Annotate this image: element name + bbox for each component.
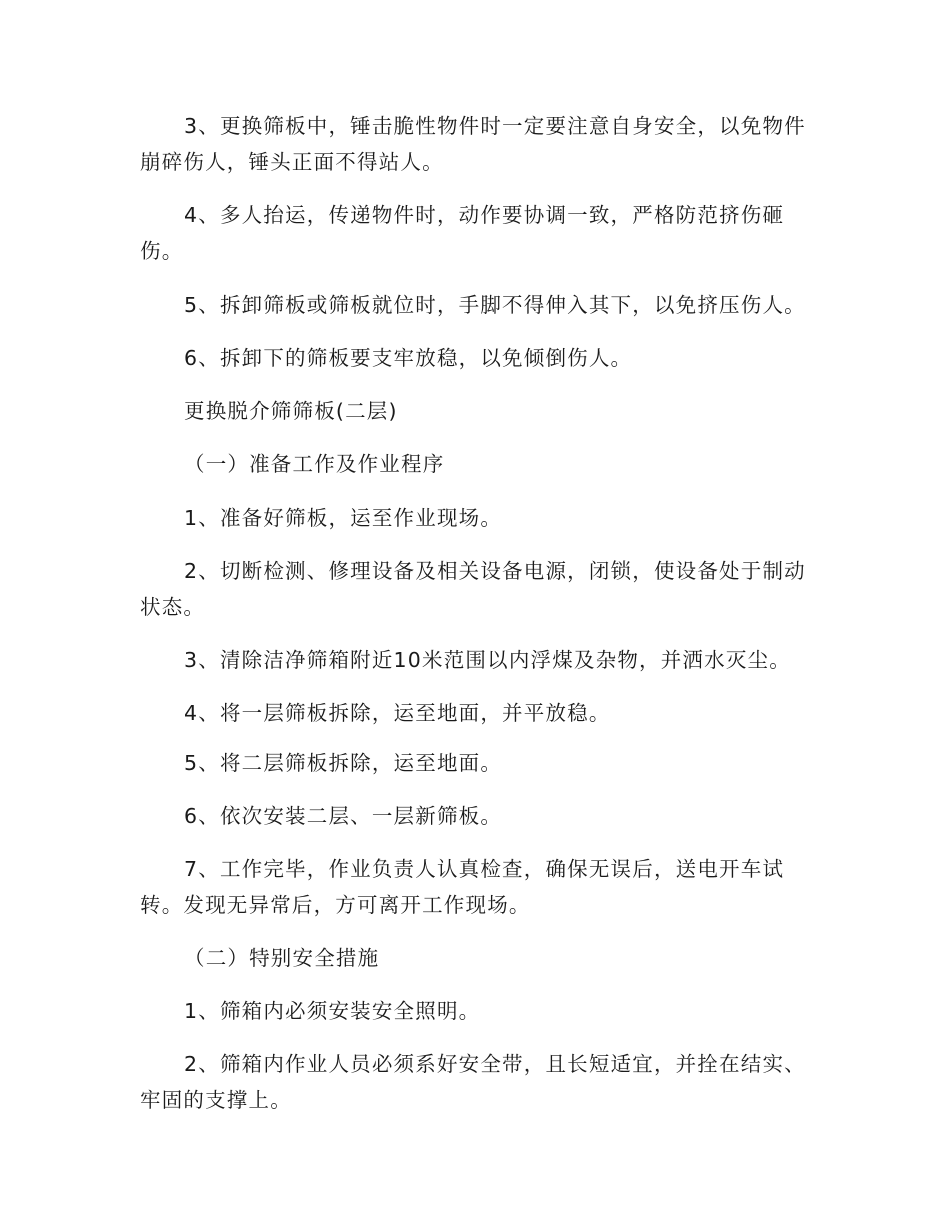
paragraph-line: 牢固的支撑上。 <box>140 1088 292 1112</box>
heading-text: （一）准备工作及作业程序 <box>184 452 445 476</box>
paragraph-line: 状态。 <box>140 595 206 619</box>
paragraph-multi-person-carry <box>140 197 810 269</box>
paragraph-safety-2 <box>140 1046 810 1118</box>
paragraph-line: 3、更换筛板中，锤击脆性物件时一定要注意自身安全，以免物件 <box>184 114 806 138</box>
paragraph-step-7 <box>140 851 810 923</box>
paragraph-line: 伤。 <box>140 239 184 263</box>
paragraph-secure-removed <box>140 340 810 376</box>
paragraph-line: 2、切断检测、修理设备及相关设备电源，闭锁，使设备处于制动 <box>184 559 806 583</box>
paragraph-step-5 <box>140 745 810 781</box>
heading-text: 更换脱介筛筛板(二层) <box>184 399 398 423</box>
paragraph-line: 6、依次安装二层、一层新筛板。 <box>184 804 503 828</box>
paragraph-line: 7、工作完毕，作业负责人认真检查，确保无误后，送电开车试 <box>184 857 785 881</box>
subsection-heading-preparation <box>140 446 810 482</box>
paragraph-step-3 <box>140 642 810 678</box>
paragraph-step-4 <box>140 695 810 731</box>
paragraph-step-1 <box>140 500 810 536</box>
paragraph-step-6 <box>140 798 810 834</box>
paragraph-line: 转。发现无异常后，方可离开工作现场。 <box>140 893 531 917</box>
paragraph-line: 5、拆卸筛板或筛板就位时，手脚不得伸入其下，以免挤压伤人。 <box>184 293 806 317</box>
paragraph-line: 4、多人抬运，传递物件时，动作要协调一致，严格防范挤伤砸 <box>184 203 785 227</box>
subsection-heading-special-safety <box>140 940 810 976</box>
heading-text: （二）特别安全措施 <box>184 946 380 970</box>
paragraph-line: 4、将一层筛板拆除，运至地面，并平放稳。 <box>184 701 611 725</box>
paragraph-line: 5、将二层筛板拆除，运至地面。 <box>184 751 503 775</box>
paragraph-safety-1 <box>140 993 810 1029</box>
paragraph-step-2 <box>140 553 810 625</box>
paragraph-dismount-position <box>140 287 810 323</box>
paragraph-replace-screen-hammer <box>140 108 810 180</box>
paragraph-line: 崩碎伤人，锤头正面不得站人。 <box>140 150 444 174</box>
paragraph-line: 6、拆卸下的筛板要支牢放稳，以免倾倒伤人。 <box>184 346 633 370</box>
paragraph-line: 1、准备好筛板，运至作业现场。 <box>184 506 503 530</box>
section-heading-replace-screen <box>140 393 810 429</box>
paragraph-line: 3、清除洁净筛箱附近10米范围以内浮煤及杂物，并洒水灭尘。 <box>184 648 791 672</box>
paragraph-line: 2、筛箱内作业人员必须系好安全带，且长短适宜，并拴在结实、 <box>184 1052 806 1076</box>
paragraph-line: 1、筛箱内必须安装安全照明。 <box>184 999 481 1023</box>
